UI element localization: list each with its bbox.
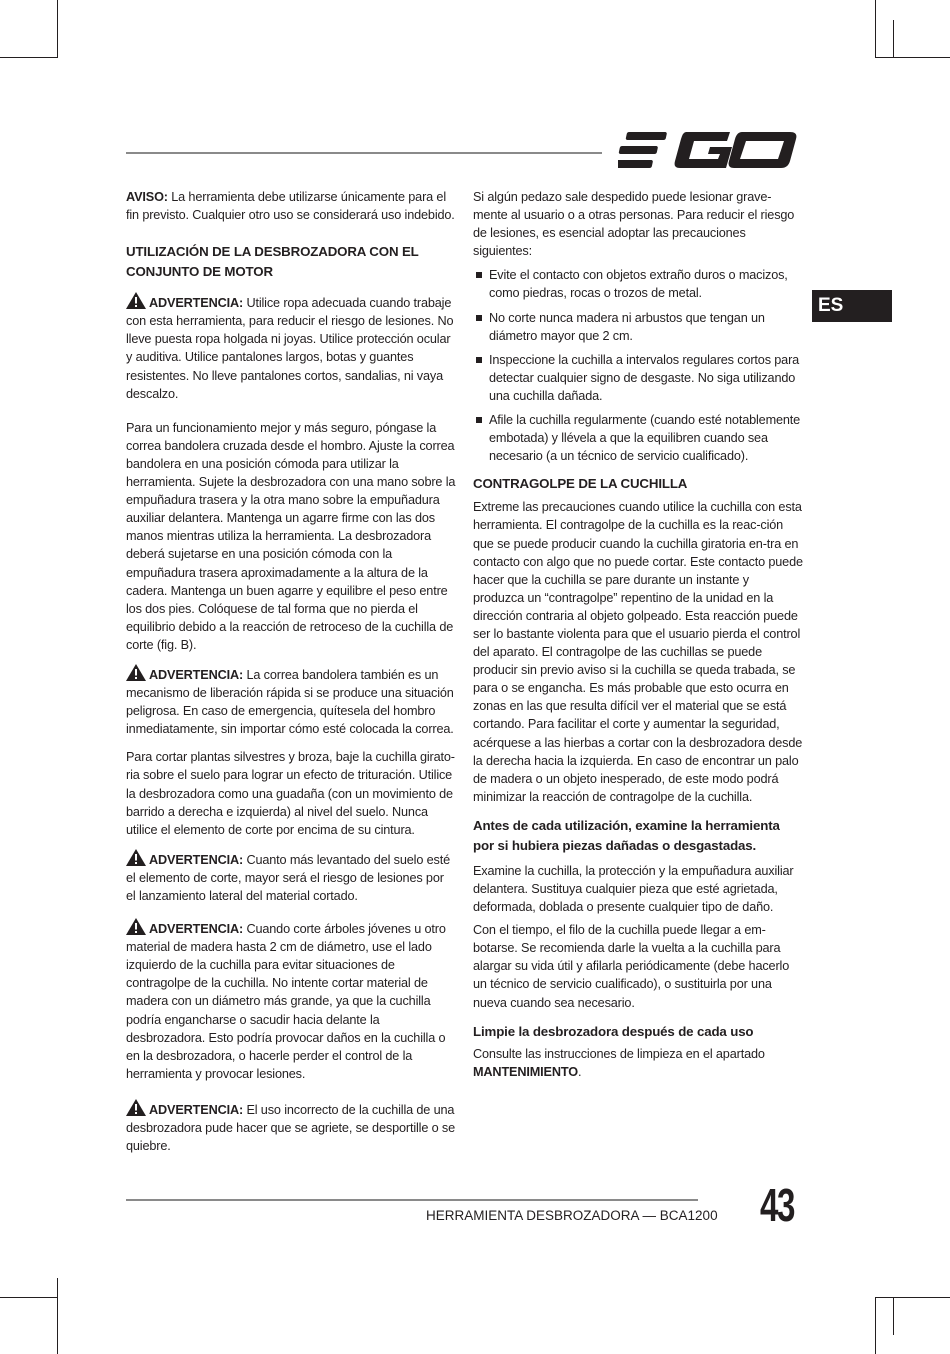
maintenance-reference: MANTENIMIENTO [473,1064,578,1079]
inspect-paragraph: Con el tiempo, el filo de la cuchilla puede llegar a em-botarse. Se recomienda darle la vuelta a la cuchilla para alargar su vida útil y afilarla periódicamente (debe hacerlo un técnico de servicio cualificado), o sustituirla por una nueva cuando sea necesario. [473,923,790,1010]
warning-text: Cuando corte árboles jóvenes u otro material de madera hasta 2 cm de diámetro, use el lado izquierdo de la cuchilla para evitar situaciones de contragolpe de la cuchilla. No intente cortar material de madera con un diámetro más grande, ya que la cuchilla podría engancharse o sacudir hacia delante la desbrozadora. Esto podría provocar daños en la cuchilla o en la desbrozadora, o hacerle perder el control de la herramienta y provocar lesiones. [126,922,446,1081]
warning-icon [126,292,146,309]
warning-paragraph [126,292,456,403]
warning-label: ADVERTENCIA: [149,296,244,311]
warning-text: Utilice ropa adecuada cuando trabaje con esta herramienta, para reducir el riesgo de lesiones. No lleve puesta ropa holgada ni joyas. Utilice protección ocular y auditiva. Utilice pantalones largos, botas y guantes resistentes. No lleve pantalones cortos, sandalias, ni vaya descalzo. [126,296,454,401]
aviso-paragraph [126,188,456,224]
warning-label: ADVERTENCIA: [149,667,244,682]
crop-mark [893,20,894,58]
crop-mark [875,0,876,58]
right-column [473,188,803,1081]
body-paragraph: Para cortar plantas silvestres y broza, baje la cuchilla girato-ria sobre el suelo para lograr un efecto de trituración. Utilice la desbrozadora como una guadaña (con un movimiento de barrido a derecha e izquierda) al nivel del suelo. Nunca utilice el elemento de corte por encima de su cintura. [126,750,455,837]
left-column [126,188,456,1155]
warning-text: Cuanto más levantado del suelo esté el elemento de corte, mayor será el riesgo de lesiones por el lanzamiento lateral del material cortado. [126,852,450,903]
kickback-heading: CONTRAGOLPE DE LA CUCHILLA [473,476,688,492]
warning-paragraph [126,849,456,905]
precaution-list [473,266,803,465]
bullet-square-icon [476,315,482,321]
warning-label: ADVERTENCIA: [149,1102,244,1117]
crop-mark [57,1278,58,1354]
crop-mark [57,0,58,58]
crop-mark [875,1297,876,1354]
warning-icon [126,918,146,935]
warning-paragraph [126,1099,456,1155]
inspect-paragraph: Examine la cuchilla, la protección y la empuñadura auxiliar delantera. Sustituya cualquier pieza que esté agrietada, deformada, doblada o presente cualquier tipo de daño. [473,863,794,915]
bullet-square-icon [476,357,482,363]
warning-label: ADVERTENCIA: [149,922,244,937]
warning-text: La correa bandolera también es un mecanismo de liberación rápida si se produce una situación peligrosa. En caso de emergencia, quítesela del hombro inmediatamente, sin importar cómo esté colocada la correa. [126,667,454,737]
list-item: Afile la cuchilla regularmente (cuando esté notablemente embotada) y llévela a que la equilibren cuando sea necesario (a un técnico de servicio cualificado). [473,411,803,465]
aviso-label: AVISO: [126,190,168,204]
body-paragraph: Para un funcionamiento mejor y más seguro, póngase la correa bandolera cruzada desde el hombro. Ajuste la correa bandolera en una posición cómoda para utilizar la herramienta. Sujete la desbrozadora con una mano sobre la empuñadura trasera y la otra mano sobre la empuñadura auxiliar delantera. Mantenga un agarre firme con las dos manos mientras utiliza la herramienta. La desbrozadora deberá sujetarse en una posición cómoda con la empuñadura trasera aproximadamente a la altura de la cadera. Mantenga un buen agarre y equilibre el peso entre los dos pies. Colóquese de tal forma que no pierda el equilibrio debido a la reacción de retroceso de la cuchilla de corte (fig. B). [126,420,456,652]
footer-rule [126,1199,698,1201]
section-heading: UTILIZACIÓN DE LA DESBROZADORA CON EL CONJUNTO DE MOTOR [126,244,419,280]
header-rule [126,152,602,154]
warning-icon [126,849,146,866]
footer-title: HERRAMIENTA DESBROZADORA — BCA1200 [426,1208,718,1223]
page-number: 43 [760,1179,794,1231]
crop-mark [875,1297,950,1298]
warning-paragraph [126,918,456,1083]
warning-icon [126,664,146,681]
crop-mark [875,57,950,58]
crop-mark [0,57,58,58]
clean-heading: Limpie la desbrozadora después de cada uso [473,1023,754,1039]
clean-paragraph: Consulte las instrucciones de limpieza en el apartado MANTENIMIENTO. [473,1046,765,1079]
ego-logo [618,128,800,172]
crop-mark [0,1297,58,1298]
warning-label: ADVERTENCIA: [149,852,244,867]
bullet-square-icon [476,417,482,423]
warning-text: El uso incorrecto de la cuchilla de una desbrozadora pude hacer que se agriete, se desportille o se quiebre. [126,1102,455,1154]
language-tab: ES [812,290,892,322]
warning-paragraph [126,664,456,738]
aviso-text: La herramienta debe utilizarse únicamente para el fin previsto. Cualquier otro uso se considerará uso indebido. [126,190,455,223]
list-item: No corte nunca madera ni arbustos que tengan un diámetro mayor que 2 cm. [473,309,803,345]
list-item: Evite el contacto con objetos extraño duros o macizos, como piedras, rocas o trozos de metal. [473,266,803,302]
inspect-heading: Antes de cada utilización, examine la herramienta por si hubiera piezas dañadas o desgastadas. [473,817,780,853]
list-item: Inspeccione la cuchilla a intervalos regulares cortos para detectar cualquier signo de desgaste. No siga utilizando una cuchilla dañada. [473,351,803,405]
intro-paragraph: Si algún pedazo sale despedido puede lesionar grave-mente al usuario o a otras personas. Para reducir el riesgo de lesiones, es esencial adoptar las precauciones siguientes: [473,190,795,259]
warning-icon [126,1099,146,1116]
crop-mark [893,1297,894,1335]
bullet-square-icon [476,272,482,278]
kickback-paragraph: Extreme las precauciones cuando utilice la cuchilla con esta herramienta. El contragolpe de la cuchilla es la reac-ción que se puede producir cuando la cuchilla giratoria en-tra en contacto con algo que no puede cortar. Este contacto puede hacer que la cuchilla se pare durante un instante y produzca un “contragolpe” repentino de la unidad en la dirección contraria al objeto golpeado. Esta reacción puede ser lo bastante violenta para que el usuario pierda el control del aparato. El contragolpe de las cuchillas se puede producir sin previo aviso si la cuchilla se queda trabada, se para o se engancha. Es más probable que esto ocurra en zonas en las que resulta difícil ver el material que se está cortando. Para facilitar el corte y aumentar la seguridad, acérquese a las hierbas a cortar con la desbrozadora desde la derecha hacia la izquierda. En caso de encontrar un palo de madera o un objeto inesperado, de este modo podrá minimizar la reacción de contragolpe de la cuchilla. [473,500,803,804]
